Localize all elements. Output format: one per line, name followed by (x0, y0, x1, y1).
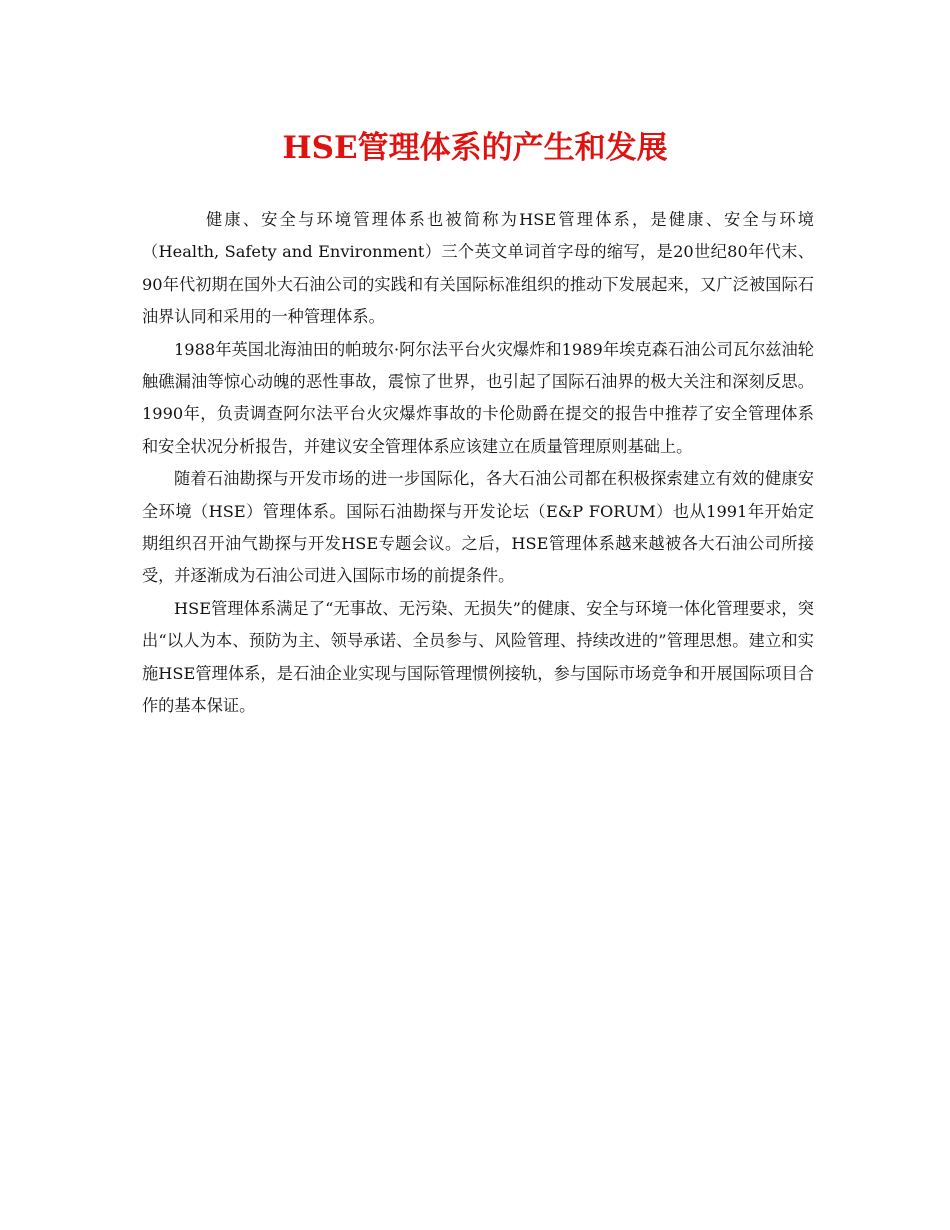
page-title: HSE管理体系的产生和发展 (282, 130, 668, 166)
paragraph-history: 1988年英国北海油田的帕玻尔·阿尔法平台火灾爆炸和1989年埃克森石油公司瓦尔兹油轮触礁漏油等惊心动魄的恶性事故，震惊了世界，也引起了国际石油界的极大关注和深刻反思。1990年，负责调查阿尔法平台火灾爆炸事故的卡伦勋爵在提交的报告中推荐了安全管理体系和安全状况分析报告，并建议安全管理体系应该建立在质量管理原则基础上。 (142, 339, 814, 456)
document-body (142, 204, 814, 723)
paragraph-significance: HSE管理体系满足了“无事故、无污染、无损失”的健康、安全与环境一体化管理要求，突出“以人为本、预防为主、领导承诺、全员参与、风险管理、持续改进的”管理思想。建立和实施HSE管理体系，是石油企业实现与国际管理惯例接轨，参与国际市场竞争和开展国际项目合作的基本保证。 (142, 598, 814, 716)
paragraph-introduction: 健康、安全与环境管理体系也被简称为HSE管理体系，是健康、安全与环境（Health, Safety and Environment）三个英文单词首字母的缩写，是20世纪80年代末、90年代初期在国外大石油公司的实践和有关国际标准组织的推动下发展起来，又广泛被国际石油界认同和采用的一种管理体系。 (142, 210, 814, 327)
paragraph-internationalization: 随着石油勘探与开发市场的进一步国际化，各大石油公司都在积极探索建立有效的健康安全环境（HSE）管理体系。国际石油勘探与开发论坛（E&P FORUM）也从1991年开始定期组织召开油气勘探与开发HSE专题会议。之后，HSE管理体系越来越被各大石油公司所接受，并逐渐成为石油公司进入国际市场的前提条件。 (142, 469, 814, 586)
